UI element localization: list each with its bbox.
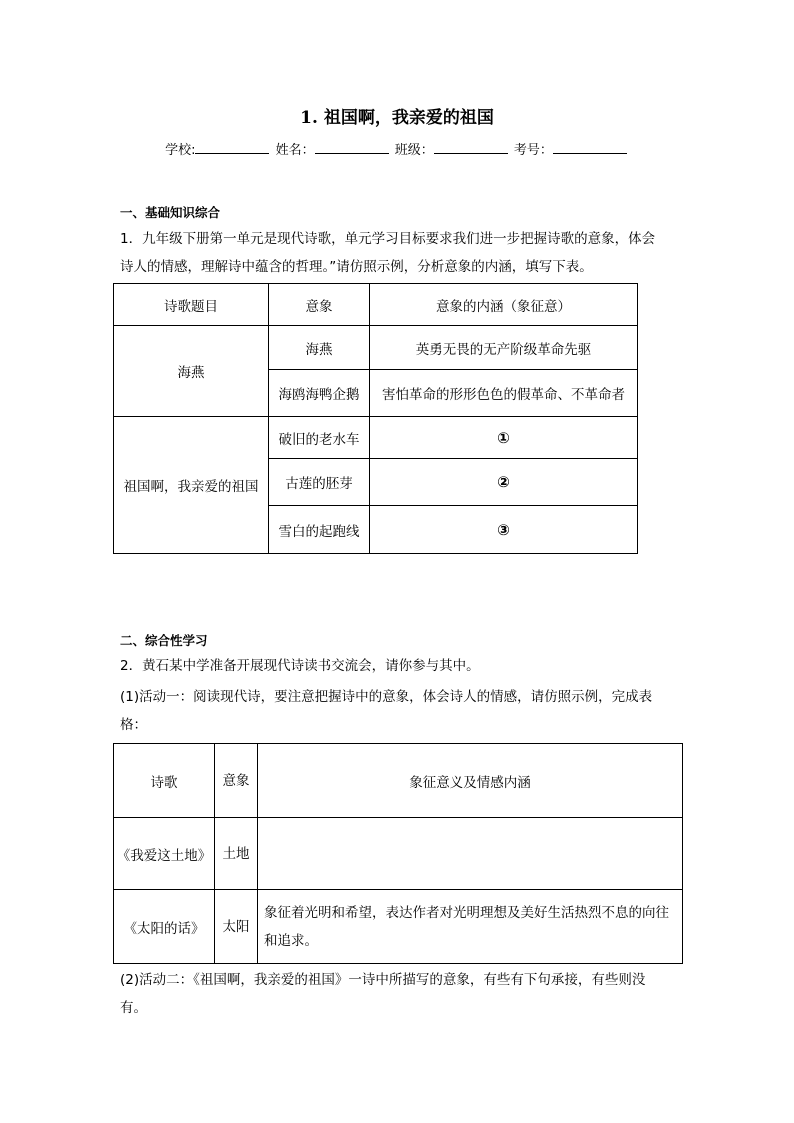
meaning-cell: 象征着光明和希望，表达作者对光明理想及美好生活热烈不息的向往和追求。 xyxy=(258,890,683,964)
meaning-cell: 英勇无畏的无产阶级革命先驱 xyxy=(370,326,638,370)
school-label: 学校: xyxy=(165,143,196,158)
table-row xyxy=(114,284,638,326)
table-row xyxy=(114,417,638,459)
image-cell: 破旧的老水车 xyxy=(269,417,370,459)
poem-cell: 海燕 xyxy=(114,326,269,417)
image-cell: 海鸥海鸭企鹅 xyxy=(269,370,370,417)
image-cell: 海燕 xyxy=(269,326,370,370)
activity1-line2: 格： xyxy=(120,717,147,733)
activity2-line2: 有。 xyxy=(120,1000,147,1016)
section2-heading: 二、综合性学习 xyxy=(120,633,208,648)
image-cell: 太阳 xyxy=(215,890,258,964)
answer-blank-meaning[interactable] xyxy=(258,818,683,890)
activity1-text xyxy=(120,683,652,739)
exam-no-label: 考号： xyxy=(513,143,553,158)
section1-heading: 一、基础知识综合 xyxy=(120,205,221,220)
name-blank[interactable] xyxy=(315,140,389,154)
activity2-text xyxy=(120,966,645,1022)
image-cell: 雪白的起跑线 xyxy=(269,506,370,554)
table-row xyxy=(114,890,683,964)
page-title: 1. 祖国啊，我亲爱的祖国 xyxy=(300,108,494,128)
header-meaning: 意象的内涵（象征意） xyxy=(370,284,638,326)
name-label: 姓名： xyxy=(275,143,315,158)
poem-cell: 《我爱这土地》 xyxy=(114,818,215,890)
meaning-cell: 害怕革命的形形色色的假革命、不革命者 xyxy=(370,370,638,417)
student-info-line xyxy=(0,139,794,158)
table-row xyxy=(114,744,683,818)
answer-blank-3[interactable]: ③ xyxy=(370,506,638,554)
answer-blank-2[interactable]: ② xyxy=(370,459,638,506)
class-blank[interactable] xyxy=(434,140,508,154)
activity2-line1: (2)活动二：《祖国啊，我亲爱的祖国》一诗中所描写的意象，有些有下句承接，有些则没 xyxy=(120,972,646,988)
header-poem: 诗歌 xyxy=(114,744,215,818)
imagery-table-1 xyxy=(113,283,638,554)
answer-blank-1[interactable]: ① xyxy=(370,417,638,459)
poem-cell: 祖国啊，我亲爱的祖国 xyxy=(114,417,269,554)
class-label: 班级： xyxy=(394,143,434,158)
activity1-line1: (1)活动一：阅读现代诗，要注意把握诗中的意象，体会诗人的情感，请仿照示例，完成表 xyxy=(120,689,653,705)
imagery-table-2 xyxy=(113,743,683,964)
question1-line2: 诗人的情感，理解诗中蕴含的哲理。”请仿照示例，分析意象的内涵，填写下表。 xyxy=(120,259,593,275)
header-poem-title: 诗歌题目 xyxy=(114,284,269,326)
table-row xyxy=(114,326,638,370)
table-row xyxy=(114,818,683,890)
poem-cell: 《太阳的话》 xyxy=(114,890,215,964)
image-cell: 古莲的胚芽 xyxy=(269,459,370,506)
question2-text: 2．黄石某中学准备开展现代诗读书交流会，请你参与其中。 xyxy=(120,658,480,674)
header-image: 意象 xyxy=(215,744,258,818)
question1-text xyxy=(120,225,655,281)
image-cell: 土地 xyxy=(215,818,258,890)
header-meaning: 象征意义及情感内涵 xyxy=(258,744,683,818)
question1-line1: 1．九年级下册第一单元是现代诗歌，单元学习目标要求我们进一步把握诗歌的意象，体会 xyxy=(120,231,656,247)
exam-no-blank[interactable] xyxy=(553,140,627,154)
header-image: 意象 xyxy=(269,284,370,326)
school-blank[interactable] xyxy=(195,140,269,154)
